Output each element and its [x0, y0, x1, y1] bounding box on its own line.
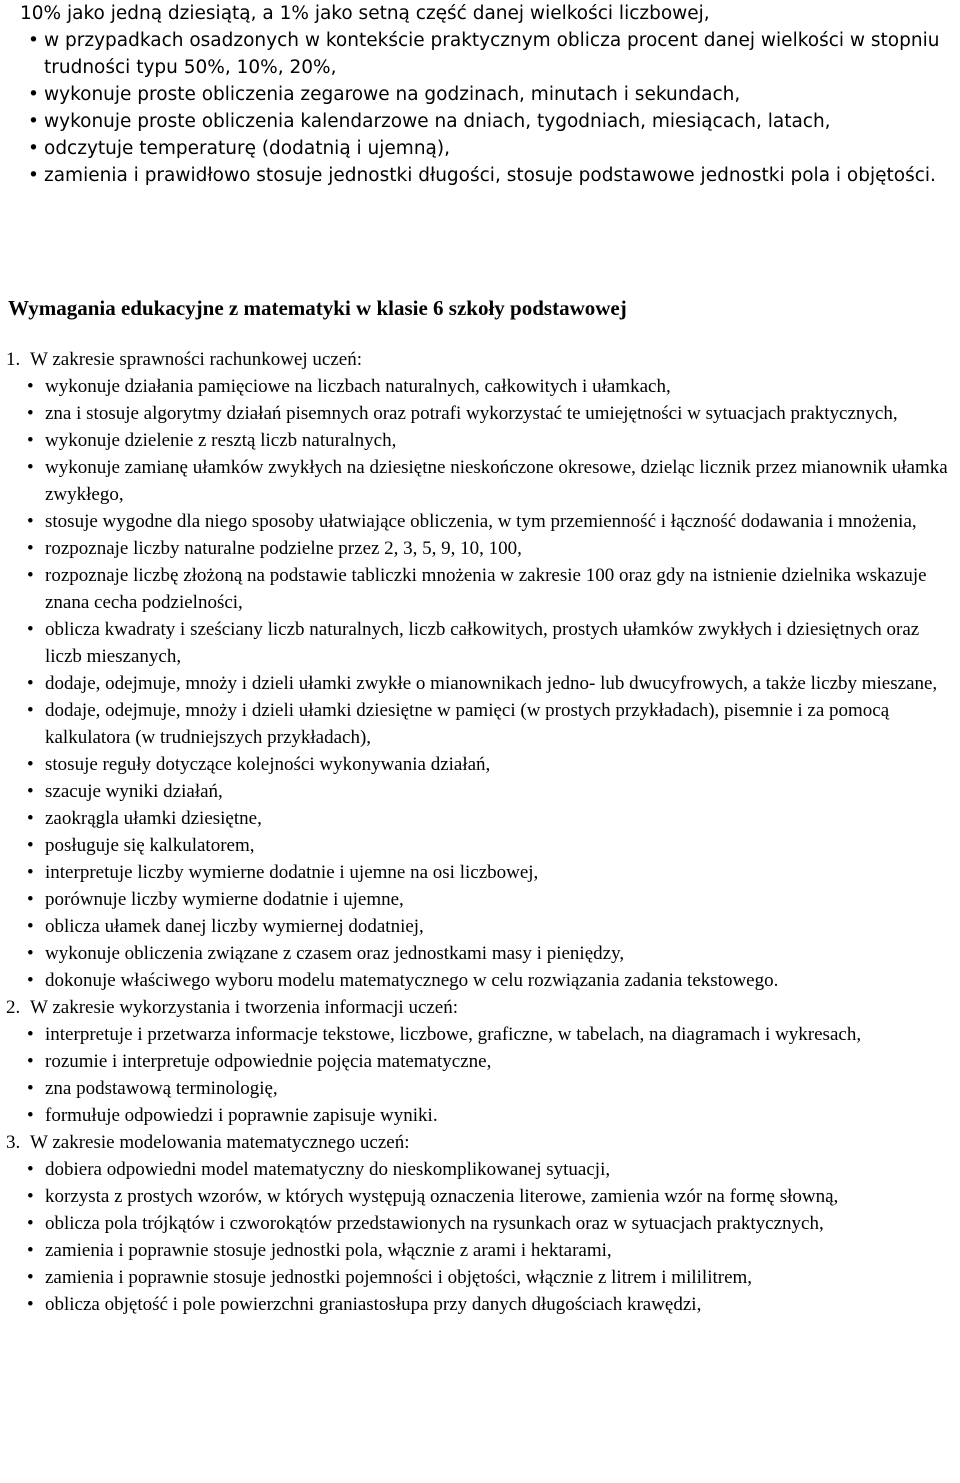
list-item-text: oblicza ułamek danej liczby wymiernej dodatniej, — [45, 916, 424, 937]
bullet-icon: • — [27, 916, 34, 937]
section-3 — [0, 1129, 960, 1318]
section-list — [0, 373, 960, 994]
list-item-text: stosuje reguły dotyczące kolejności wykonywania działań, — [45, 754, 491, 775]
bullet-icon: • — [27, 619, 34, 640]
bullet-icon: • — [27, 1294, 34, 1315]
section-1 — [0, 346, 960, 994]
list-item — [0, 1210, 960, 1237]
bullet-icon: • — [28, 165, 39, 186]
list-item — [0, 1237, 960, 1264]
list-item — [0, 81, 960, 108]
bullet-icon: • — [27, 565, 34, 586]
list-item — [0, 778, 960, 805]
bullet-icon: • — [27, 430, 34, 451]
list-item-text: wykonuje proste obliczenia kalendarzowe na dniach, tygodniach, miesiącach, latach, — [44, 111, 831, 132]
list-item — [0, 373, 960, 400]
bullet-icon: • — [27, 1159, 34, 1180]
continuation-line: 10% jako jedną dziesiątą, a 1% jako setną część danej wielkości liczbowej, — [20, 3, 710, 24]
bullet-icon: • — [27, 835, 34, 856]
requirements-body — [0, 346, 960, 1318]
bullet-icon: • — [27, 970, 34, 991]
bullet-icon: • — [28, 111, 39, 132]
list-item — [0, 940, 960, 967]
section-list — [0, 1156, 960, 1318]
list-item-text: dodaje, odejmuje, mnoży i dzieli ułamki zwykłe o mianownikach jedno- lub dwucyfrowych, a także liczby mieszane, — [45, 673, 938, 694]
bullet-icon: • — [27, 1051, 34, 1072]
list-item-text: zamienia i prawidłowo stosuje jednostki długości, stosuje podstawowe jednostki pola i objętości. — [44, 165, 936, 186]
list-item — [0, 535, 960, 562]
list-item — [0, 1102, 960, 1129]
list-item-text: interpretuje i przetwarza informacje tekstowe, liczbowe, graficzne, w tabelach, na diagramach i wykresach, — [45, 1024, 862, 1045]
list-item — [0, 751, 960, 778]
list-item-text: zna i stosuje algorytmy działań pisemnych oraz potrafi wykorzystać te umiejętności w sytuacjach praktycznych, — [45, 403, 898, 424]
list-item — [0, 135, 960, 162]
section-header — [0, 994, 960, 1021]
list-item-text: w przypadkach osadzonych w kontekście praktycznym oblicza procent danej wielkości w stopniu trudności typu 50%, 10%, 20%, — [44, 30, 940, 78]
list-item-text: oblicza pola trójkątów i czworokątów przedstawionych na rysunkach oraz w sytuacjach praktycznych, — [45, 1213, 824, 1234]
bullet-icon: • — [27, 943, 34, 964]
list-item — [0, 1021, 960, 1048]
list-item-text: szacuje wyniki działań, — [45, 781, 223, 802]
bullet-icon: • — [28, 138, 39, 159]
list-item — [0, 427, 960, 454]
list-item — [0, 454, 960, 508]
section-number: 3. — [6, 1132, 21, 1153]
bullet-icon: • — [27, 700, 34, 721]
bullet-icon: • — [27, 1024, 34, 1045]
list-item — [0, 967, 960, 994]
top-list — [0, 27, 960, 189]
section-title: W zakresie sprawności rachunkowej uczeń: — [30, 349, 363, 370]
bullet-icon: • — [27, 1213, 34, 1234]
list-item — [0, 1156, 960, 1183]
bullet-icon: • — [27, 1186, 34, 1207]
list-item-text: dobiera odpowiedni model matematyczny do nieskomplikowanej sytuacji, — [45, 1159, 611, 1180]
list-item — [0, 913, 960, 940]
list-item-text: dokonuje właściwego wyboru modelu matematycznego w celu rozwiązania zadania tekstowego. — [45, 970, 779, 991]
bullet-icon: • — [27, 1078, 34, 1099]
list-item-text: korzysta z prostych wzorów, w których występują oznaczenia literowe, zamienia wzór na formę słowną, — [45, 1186, 839, 1207]
bullet-icon: • — [27, 1105, 34, 1126]
list-item-text: rozpoznaje liczby naturalne podzielne przez 2, 3, 5, 9, 10, 100, — [45, 538, 522, 559]
bullet-icon: • — [27, 781, 34, 802]
bullet-icon: • — [27, 403, 34, 424]
bullet-icon: • — [27, 889, 34, 910]
bullet-icon: • — [27, 862, 34, 883]
section-list — [0, 1021, 960, 1129]
list-item — [0, 805, 960, 832]
list-item-text: zaokrągla ułamki dziesiętne, — [45, 808, 262, 829]
bullet-icon: • — [28, 84, 39, 105]
section-header — [0, 346, 960, 373]
bullet-icon: • — [27, 808, 34, 829]
list-item-text: wykonuje działania pamięciowe na liczbach naturalnych, całkowitych i ułamkach, — [45, 376, 671, 397]
list-item — [0, 616, 960, 670]
list-item-text: stosuje wygodne dla niego sposoby ułatwiające obliczenia, w tym przemienność i łączność dodawania i mnożenia, — [45, 511, 917, 532]
list-item-text: rozumie i interpretuje odpowiednie pojęcia matematyczne, — [45, 1051, 492, 1072]
list-item-text: interpretuje liczby wymierne dodatnie i ujemne na osi liczbowej, — [45, 862, 539, 883]
bullet-icon: • — [28, 30, 39, 51]
section-2 — [0, 994, 960, 1129]
list-item-text: zna podstawową terminologię, — [45, 1078, 278, 1099]
list-item — [0, 108, 960, 135]
list-item — [0, 27, 960, 81]
list-item-text: zamienia i poprawnie stosuje jednostki pola, włącznie z arami i hektarami, — [45, 1240, 612, 1261]
bullet-icon: • — [27, 1240, 34, 1261]
list-item-text: rozpoznaje liczbę złożoną na podstawie tabliczki mnożenia w zakresie 100 oraz gdy na istnienie dzielnika wskazuje znana cecha podzielności, — [45, 565, 927, 613]
list-item — [0, 1075, 960, 1102]
list-item-text: wykonuje zamianę ułamków zwykłych na dziesiętne nieskończone okresowe, dzieląc licznik przez mianownik ułamka zwykłego, — [45, 457, 948, 505]
section-header — [0, 1129, 960, 1156]
bullet-icon: • — [27, 511, 34, 532]
list-item — [0, 508, 960, 535]
list-item — [0, 400, 960, 427]
section-title: W zakresie wykorzystania i tworzenia informacji uczeń: — [30, 997, 459, 1018]
bullet-icon: • — [27, 376, 34, 397]
list-item — [0, 162, 960, 189]
section-title: W zakresie modelowania matematycznego uczeń: — [30, 1132, 410, 1153]
list-item — [0, 670, 960, 697]
list-item-text: wykonuje obliczenia związane z czasem oraz jednostkami masy i pieniędzy, — [45, 943, 625, 964]
list-item — [0, 1048, 960, 1075]
list-item-text: zamienia i poprawnie stosuje jednostki pojemności i objętości, włącznie z litrem i mililitrem, — [45, 1267, 753, 1288]
bullet-icon: • — [27, 457, 34, 478]
list-item — [0, 1264, 960, 1291]
bullet-icon: • — [27, 538, 34, 559]
section-number: 2. — [6, 997, 21, 1018]
bullet-icon: • — [27, 1267, 34, 1288]
list-item-text: odczytuje temperaturę (dodatnią i ujemną), — [44, 138, 450, 159]
list-item — [0, 832, 960, 859]
list-item-text: wykonuje proste obliczenia zegarowe na godzinach, minutach i sekundach, — [44, 84, 741, 105]
list-item-text: porównuje liczby wymierne dodatnie i ujemne, — [45, 889, 404, 910]
list-item-text: oblicza kwadraty i sześciany liczb naturalnych, liczb całkowitych, prostych ułamków zwykłych i dziesiętnych oraz liczb mieszanych, — [45, 619, 920, 667]
list-item — [0, 886, 960, 913]
list-item — [0, 562, 960, 616]
bullet-icon: • — [27, 673, 34, 694]
list-item — [0, 1291, 960, 1318]
list-item — [0, 1183, 960, 1210]
list-item-text: wykonuje dzielenie z resztą liczb naturalnych, — [45, 430, 397, 451]
list-item — [0, 859, 960, 886]
list-item — [0, 697, 960, 751]
list-item-text: oblicza objętość i pole powierzchni graniastosłupa przy danych długościach krawędzi, — [45, 1294, 702, 1315]
section-number: 1. — [6, 349, 21, 370]
list-item-text: formułuje odpowiedzi i poprawnie zapisuje wyniki. — [45, 1105, 438, 1126]
page-heading: Wymagania edukacyjne z matematyki w klasie 6 szkoły podstawowej — [8, 296, 627, 320]
bullet-icon: • — [27, 754, 34, 775]
list-item-text: posługuje się kalkulatorem, — [45, 835, 255, 856]
list-item-text: dodaje, odejmuje, mnoży i dzieli ułamki dziesiętne w pamięci (w prostych przykładach), pisemnie i za pomocą kalkulatora (w trudniejszych przykładach), — [45, 700, 890, 748]
